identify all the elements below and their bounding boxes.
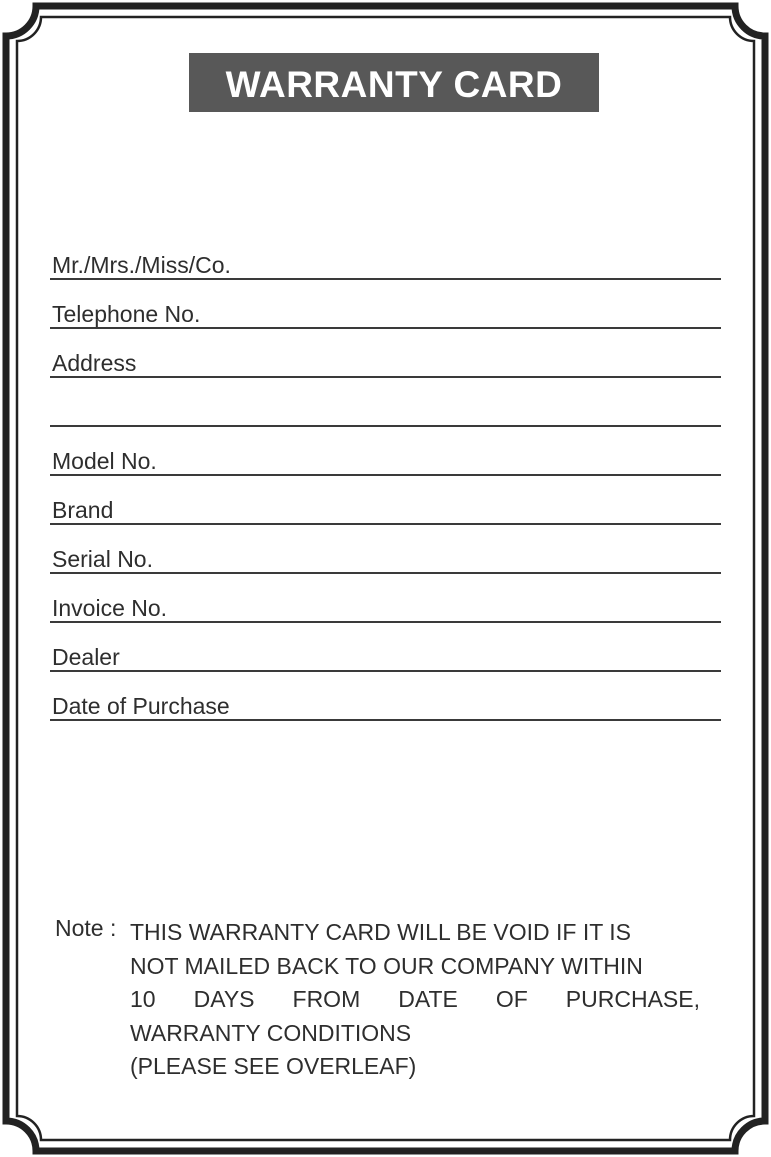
field-label: Brand <box>52 497 114 523</box>
field-name[interactable] <box>50 231 721 280</box>
card-title: WARRANTY CARD <box>225 64 563 105</box>
field-telephone[interactable] <box>50 280 721 329</box>
field-date-of-purchase[interactable] <box>50 672 721 721</box>
note-label: Note : <box>55 915 117 941</box>
field-label: Model No. <box>52 448 157 474</box>
field-address[interactable] <box>50 329 721 378</box>
field-label: Address <box>52 350 137 376</box>
field-serial-no[interactable] <box>50 525 721 574</box>
field-brand[interactable] <box>50 476 721 525</box>
note-text <box>130 916 700 1084</box>
field-invoice-no[interactable] <box>50 574 721 623</box>
note-line: THIS WARRANTY CARD WILL BE VOID IF IT IS <box>130 919 631 945</box>
title-banner <box>189 53 599 112</box>
field-label: Dealer <box>52 644 120 670</box>
field-label: Mr./Mrs./Miss/Co. <box>52 252 231 278</box>
note-line: NOT MAILED BACK TO OUR COMPANY WITHIN <box>130 952 643 979</box>
field-model-no[interactable] <box>50 427 721 476</box>
field-address-line-2[interactable] <box>50 378 721 427</box>
note-line: (PLEASE SEE OVERLEAF) <box>130 1053 417 1079</box>
note-line: WARRANTY CONDITIONS <box>130 1019 412 1046</box>
note-line: 10 DAYS FROM DATE OF PURCHASE, <box>130 986 700 1012</box>
field-label: Date of Purchase <box>52 693 230 719</box>
field-label: Invoice No. <box>52 595 168 621</box>
field-label: Telephone No. <box>52 301 201 327</box>
field-label: Serial No. <box>52 546 153 572</box>
field-dealer[interactable] <box>50 623 721 672</box>
form-fields <box>50 231 721 721</box>
